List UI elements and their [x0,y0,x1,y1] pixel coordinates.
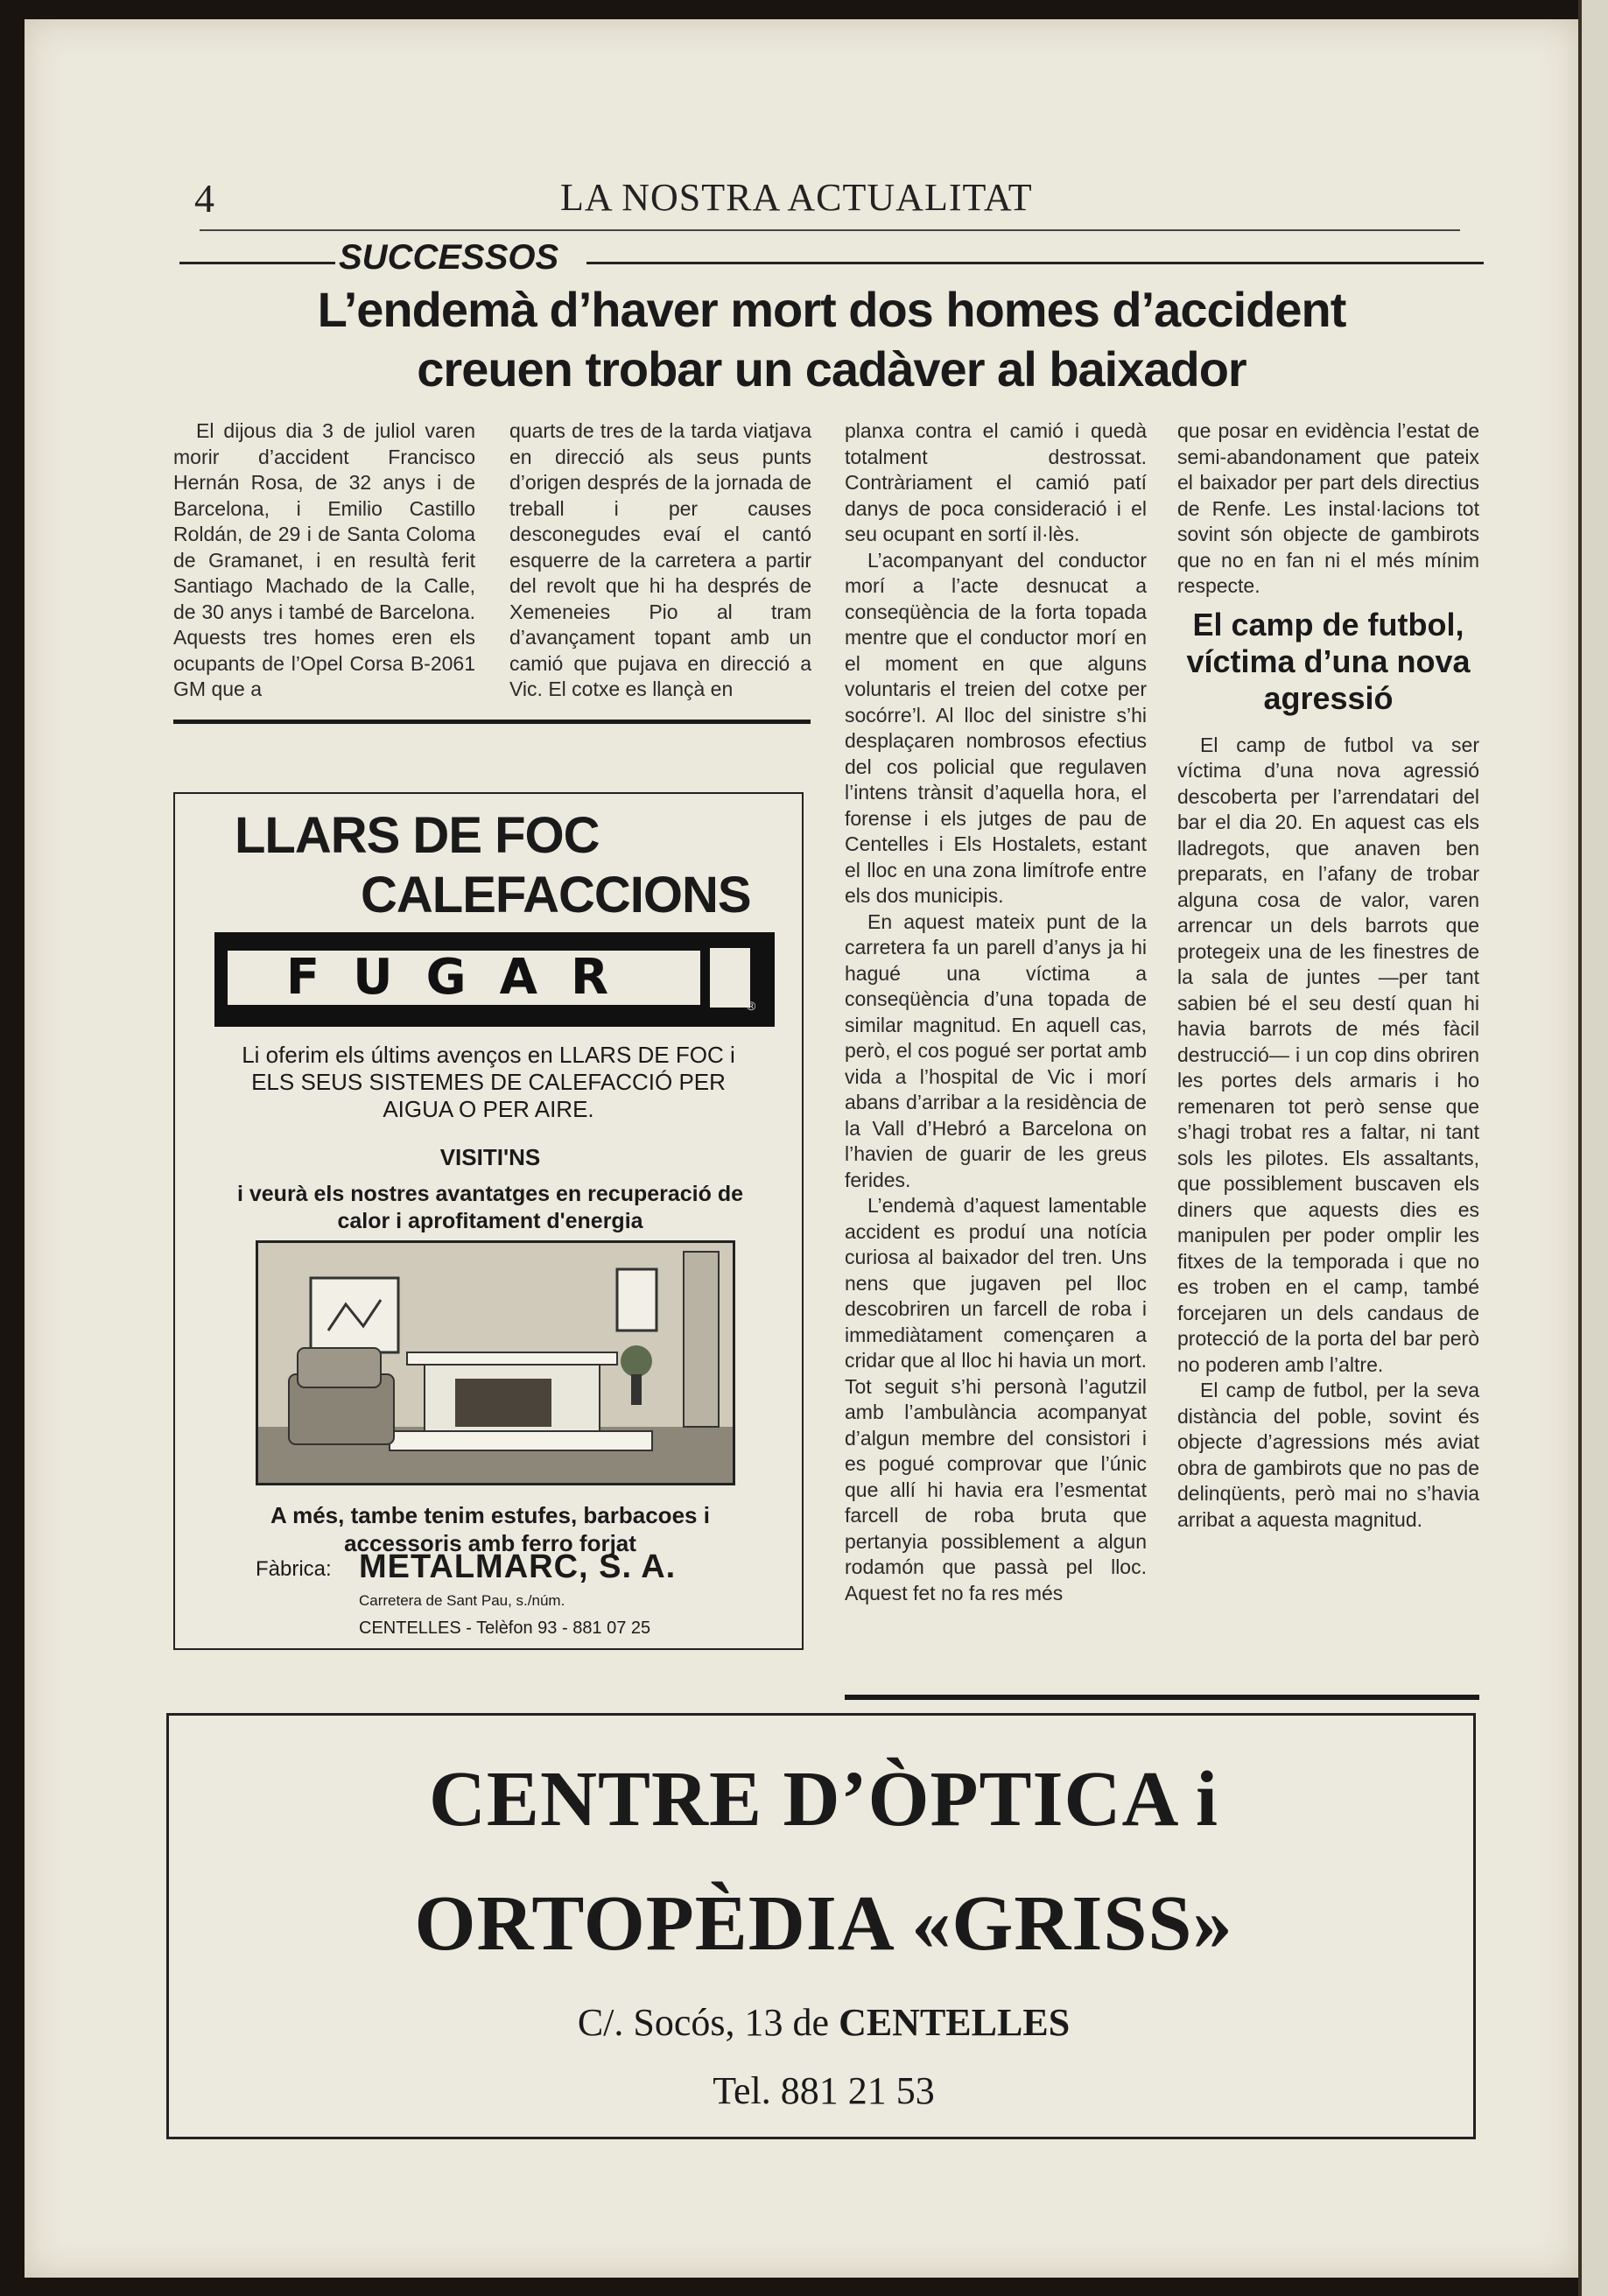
article-paragraph: L’endemà d’aquest lamentable accident es produí una notícia curiosa al baixador del tren. Uns nens que jugaven pel lloc descobriren un farcell de roba i immediàtament començaren a cridar que al lloc hi havia un mort. Tot seguit s’hi personà l’agutzil amb l’ambulància acompanyat d’algun membre del consistori i es pogué comprovar que l’únic que allí hi havia era l’esmentat farcell de roba bruta que pertanyia possiblement a algun rodamón que passà pel lloc. Aquest fet no fa res més [845,1194,1147,1604]
section-rule-left [179,262,335,264]
optica-address-town: CENTELLES [839,2001,1071,2044]
headline-line-2: creuen trobar un cadàver al baixador [417,341,1246,397]
column-end-rule [173,720,811,724]
page-number: 4 [194,176,214,221]
company-address: Carretera de Sant Pau, s./núm. [359,1592,565,1609]
article-column-2 [509,418,811,703]
fugar-logo [214,932,775,1027]
optica-line-2: ORTOPÈDIA «GRISS» [414,1880,1233,1967]
section-rule-right [586,262,1484,264]
article-end-rule [845,1695,1479,1700]
ad-title-heating: CALEFACCIONS [361,867,751,923]
optica-address-street: C/. Socós, 13 de [577,2001,839,2044]
optica-line-1: CENTRE D’ÒPTICA i [428,1756,1219,1843]
fugar-logo-text: FUGAR [225,948,703,1008]
section-label: SUCCESSOS [339,238,559,277]
article-paragraph: L’acompanyant del conductor morí a l’acte desnucat a conseqüència de la forta topada mentre que el conductor morí en el moment en que alguns voluntaris el treien del cotxe per socórre’l. Al lloc del sinistre s’hi desplaçaren nombrosos efectius del cos policial que regulaven l’intens trànsit d’aquella hora, el forense i els jutges de pau de Centelles i Els Hostalets, estant el lloc en una zona limítrofe entre els dos municipis. [845,548,1147,907]
article-paragraph: El dijous dia 3 de juliol varen morir d’accident Francisco Hernán Rosa, de 32 anys i de Barcelona, i Emilio Castillo Roldán, de 29 i de Santa Coloma de Gramanet, i en resultà ferit Santiago Machado de la Calle, de 30 anys i també de Barcelona. Aquests tres homes eren els ocupants de l’Opel Corsa B-2061 GM que a [173,419,475,700]
fireplace-illustration [258,1243,733,1483]
running-head: LA NOSTRA ACTUALITAT [560,176,1033,219]
registered-mark: ® [747,999,756,1013]
ad-more-text: A més, tambe tenim estufes, barbacoes i accessoris amb ferro forjat [270,1502,710,1556]
article-paragraph: planxa contra el camió i quedà totalment destrossat. Contràriament el camió patí danys de poca consideració i el seu ocupant en sortí il·lès. [845,419,1147,545]
article-column-1 [173,418,475,703]
article-headline [184,280,1479,399]
optica-phone: Tel. 881 21 53 [713,2069,935,2112]
article-paragraph: En aquest mateix punt de la carretera fa un parell d’anys ja hi hagué una víctima a conseqüència d’una topada de similar magnitud. En aquell cas, però, el cos pogué ser portat amb vida a l’hospital de Vic i morí abans d’arribar a la residència de la Vall d’Hebró a Barcelona on l’havien de guarir de les greus ferides. [845,909,1147,1191]
ad-offer-text: Li oferim els últims avenços en LLARS DE FOC i ELS SEUS SISTEMES DE CALEFACCIÓ PER AIGUA O PER AIRE. [242,1042,735,1122]
fugar-logo-mark [710,948,750,1008]
optica-advertisement [166,1713,1476,2139]
company-name: METALMARC, S. A. [359,1548,677,1585]
article-paragraph: quarts de tres de la tarda viatjava en direcció als seus punts d’origen després de la jornada de treball i per causes desconegudes evaí el cantó esquerre de la carretera a partir del revolt que hi ha després de Xemeneies Pio al tram d’avançament topant amb un camió que pujava en direcció a Vic. El cotxe es llançà en [509,419,811,700]
header-rule [200,229,1460,231]
ad-visit-text: VISITI'NS [439,1144,541,1170]
ad-title-fireplaces: LLARS DE FOC [235,807,600,864]
company-phone: CENTELLES - Telèfon 93 - 881 07 25 [359,1618,651,1638]
article-paragraph: que posar en evidència l’estat de semi-abandonament que pateix el baixador per part dels directius de Renfe. Les instal·lacions tot sovint són objecte de gambirots que no en fan ni el més mínim respecte. [1177,419,1479,597]
binding-edge [1578,0,1608,2296]
headline-line-1: L’endemà d’haver mort dos homes d’accident [317,282,1346,337]
sidebar-paragraph: El camp de futbol, per la seva distància del poble, sovint és objecte d’agressions més aviat obra de gambirots que no pas de delinqüents, però mai no s’havia arribat a aquesta magnitud. [1177,1379,1479,1531]
sidebar-heading: El camp de futbol, víctima d’una nova agressió [1186,606,1471,716]
article-column-4 [1177,418,1479,1533]
ad-advantages-text: i veurà els nostres avantatges en recuperació de calor i aprofitament d'energia [236,1182,744,1233]
fugar-advertisement [173,792,804,1650]
article-column-3 [845,418,1147,1606]
optica-address [169,2000,1478,2045]
factory-label: Fàbrica: [256,1557,332,1581]
fireplace-photo [256,1240,735,1485]
sidebar-paragraph: El camp de futbol va ser víctima d’una nova agressió descoberta per l’arrendatari del bar el dia 20. En aquest cas els lladregots, que anaven ben preparats, en l’afany de trobar alguna cosa de valor, varen arrencar un dels barrots que protegeix una de les finestres de la sala de juntes —per tant sabien bé el seu destí quan hi havia barrots de més fàcil destrucció— i un cop dins obriren les portes dels armaris i ho remenaren tot però sense que s’hagi trobat res a faltar, ni tant sols les pilotes. Els assaltants, que possiblement buscaven els diners que aquests dies es manipulen per poder omplir les fitxes de la temporada i que no es troben en el camp, també forcejaren un dels candaus de protecció de la porta del bar però no poderen amb l’altre. [1177,733,1479,1376]
